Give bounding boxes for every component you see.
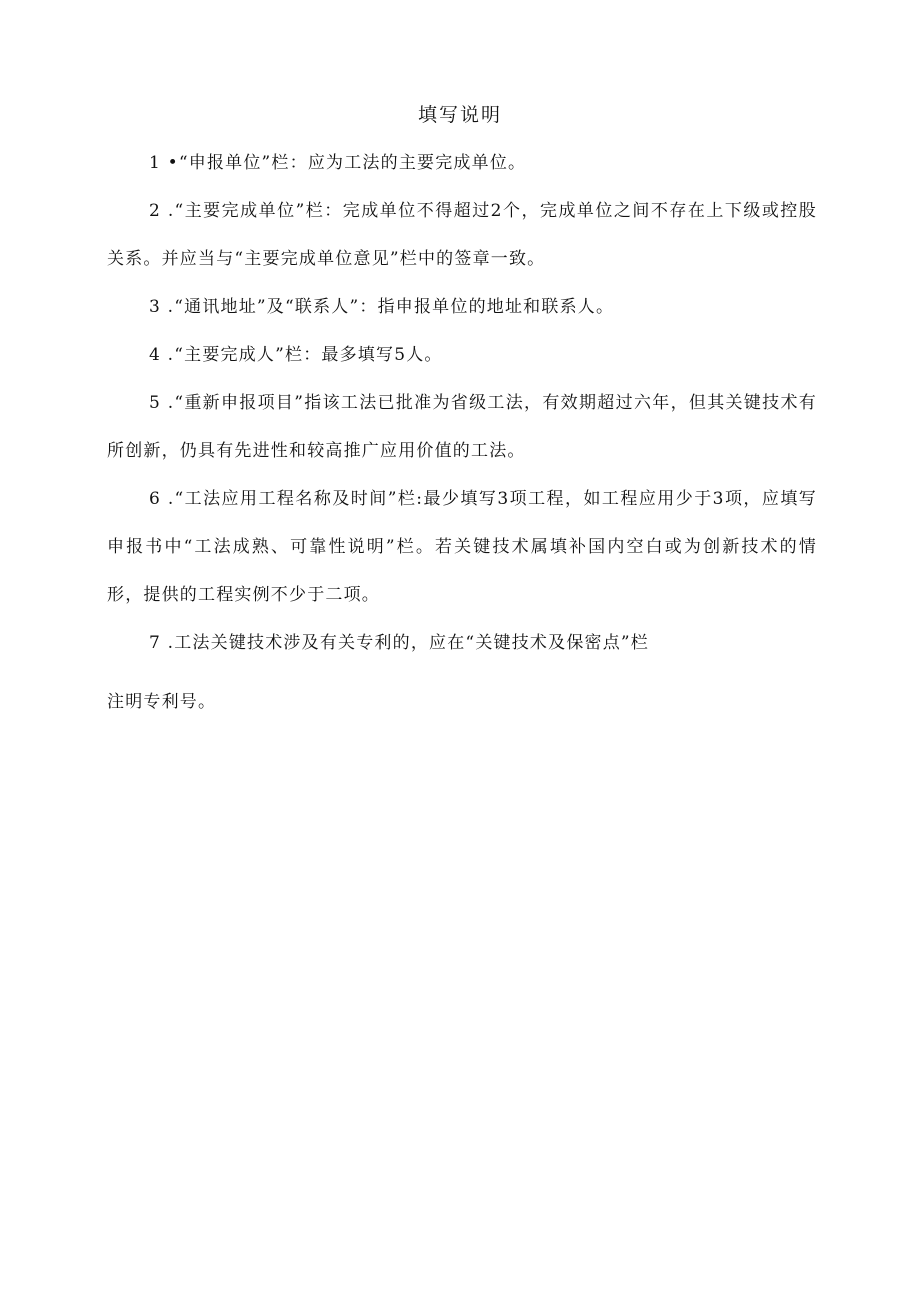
instruction-item-6: 6 .“工法应用工程名称及时间”栏:最少填写3项工程，如工程应用少于3项，应填写申报书中“工法成熟、可靠性说明”栏。若关键技术属填补国内空白或为创新技术的情形，提供的工程实例不少于二项。 xyxy=(107,489,817,605)
instruction-item-1: 1 •“申报单位”栏：应为工法的主要完成单位。 xyxy=(149,153,527,173)
page-title: 填写说明 xyxy=(417,104,502,126)
instruction-item-7-continuation: 注明专利号。 xyxy=(107,692,217,712)
instruction-item-4: 4 .“主要完成人”栏：最多填写5人。 xyxy=(149,345,443,365)
instruction-item-3: 3 .“通讯地址”及“联系人”：指申报单位的地址和联系人。 xyxy=(149,297,615,317)
instruction-item-2: 2 .“主要完成单位”栏：完成单位不得超过2个，完成单位之间不存在上下级或控股关系。并应当与“主要完成单位意见”栏中的签章一致。 xyxy=(107,201,817,269)
instruction-item-5: 5 .“重新申报项目”指该工法已批准为省级工法，有效期超过六年，但其关键技术有所创新，仍具有先进性和较高推广应用价值的工法。 xyxy=(107,393,817,461)
instruction-item-7: 7 .工法关键技术涉及有关专利的，应在“关键技术及保密点”栏 xyxy=(149,633,650,653)
